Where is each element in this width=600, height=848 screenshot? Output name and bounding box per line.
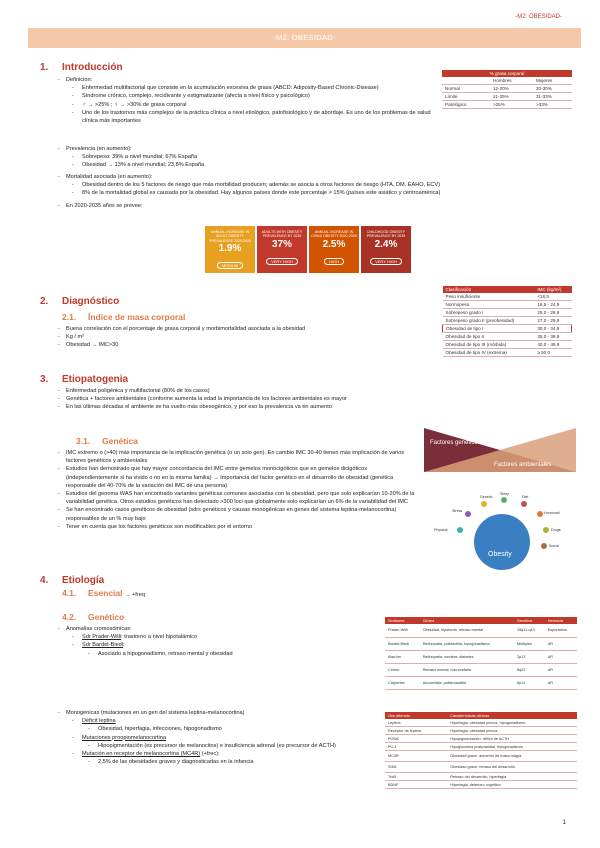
obesity-circle bbox=[474, 514, 530, 570]
header-tag: -M2: OBESIDAD- bbox=[515, 14, 562, 20]
gen-item: - Tener en cuenta que los factores genéticos son modificables por el entorno bbox=[58, 523, 420, 531]
factor-bubble bbox=[521, 501, 527, 507]
factor-label: Genetic bbox=[480, 495, 493, 499]
mono-item: - Déficit leptina bbox=[58, 717, 378, 725]
factor-label: Sleep bbox=[500, 492, 510, 496]
factor-bubble bbox=[501, 497, 507, 503]
genetic-label: Factores genéticos bbox=[430, 440, 481, 446]
genetics-content bbox=[58, 449, 420, 531]
gen-item: - Estudios han demostrado que hay mayor concordancia del IMC entre gemelos monocigóticos que en gemelos dicigóticos (independientemente si ha vivido o no en la misma familia) → Importancia del factor genético en el desarrollo de obesidad (genética responsable del 40-70% de la variación del IMC de una persona) bbox=[58, 465, 420, 490]
prev-item: - Obesidad → 13% a nivel mundial; 23,8% España bbox=[58, 161, 578, 169]
monogenic-table: Gen alterado Características clínicas Leptina Hiperfagia, obesidad precoz, hipogonadismo Receptor de leptina Hiperfagia, obesidad precoz POMC Hipopigmentación, déficit de ACTH PC-1 Hipoglucemia postprandial, hipogonadismo MC4R Obesidad grave, aumento de masa magra SIM1 Obesidad grave, retraso del desarrollo TrkB Retraso del desarrollo, hiperfagia BDNF Hiperfagia, deterioro cognitivo bbox=[385, 712, 577, 789]
factor-label: Social bbox=[549, 544, 559, 548]
prader-text: : trastorno a nivel hipotalámico bbox=[121, 634, 198, 641]
mono-item: Mutación en receptor de melanocortina (MC4R) bbox=[82, 751, 201, 758]
forecast-card: ADULTS WITH OBESITY PREVALENCE BY 2035 37% VERY HIGH bbox=[257, 226, 307, 273]
mono-label: - Monogénicas (mutaciones en un gen del sistema leptina-melanocortina) bbox=[58, 709, 378, 717]
mono-item: - Mutaciones proopiomelanocortina bbox=[58, 734, 378, 742]
mono-sub: - Obesidad, hiperfagia, infecciones, hipogonadismo bbox=[58, 725, 378, 733]
mono-sub: - 2,5% de las obesidades graves y diagnosticadas en la infancia bbox=[58, 758, 378, 766]
gen-item: - Se han encontrado casos genéticos de obesidad (sdrs genéticos y causas monogénicas en genes del sistema leptina-melanocortina) responsables de un % muy bajo bbox=[58, 506, 420, 522]
obesity-factors-diagram bbox=[432, 490, 572, 572]
subsection-title: 4.1. Esencial → +freq bbox=[62, 588, 145, 598]
page-number: 1 bbox=[562, 820, 566, 826]
subsection-imc bbox=[62, 312, 185, 322]
etio-item: - Genética + factores ambientales (conforme aumenta la edad la importancia de los factores ambientales es mayor bbox=[58, 395, 578, 403]
genetic-causes: - Anomalías cromosómicas: - Sdr Prader-Willi: trastorno a nivel hipotalámico - Sdr Bardet-Biedl: - Asociado a hipogonadismo, retraso mental y obesidad bbox=[58, 625, 378, 658]
obesity-label: Obesity bbox=[488, 551, 512, 558]
section-title: 2. Diagnóstico bbox=[40, 296, 120, 307]
monogenic-causes: - Monogénicas (mutaciones en un gen del sistema leptina-melanocortina) - Déficit leptina - Obesidad, hiperfagia, infecciones, hipogonadismo - Mutaciones proopiomelanocortina - Hipopigmentación (es precursor de melanocitos) e insuficiencia adrenal (es precursor de ACTH) - Mutación en receptor de melanocortina (MC4R) (+frec): - 2,5% de las obesidades graves y diagnosticadas en la infancia bbox=[58, 709, 378, 766]
imc-table: Clasificación IMC (kg/m²) Peso insuficiente <18,5 Normopeso 18,5 - 24,9 Sobrepeso grado I 25,0 - 26,9 Sobrepeso grado II (preobesidad) 27,0 - 29,9 Obesidad de tipo I 30,0 - 34,9 Obesidad de tipo II 35,0 - 39,9 Obesidad de tipo III (mórbida) 40,0 - 49,9 Obesidad de tipo IV (extrema) ≥ 50,0 bbox=[442, 286, 572, 357]
forecast-card: CHILDHOOD OBESITY PREVALENCE BY 2035 2.4% VERY HIGH bbox=[361, 226, 411, 273]
section-title: 1. Introducción bbox=[40, 62, 123, 73]
subsection-genetica bbox=[76, 436, 138, 446]
section-etiologia bbox=[40, 575, 104, 586]
etio-item: - Enfermedad poligénica y multifactorial (80% de los casos) bbox=[58, 387, 578, 395]
forecast-card: ANNUAL INCREASE IN CHILD OBESITY 2020-2035 2.5% HIGH bbox=[309, 226, 359, 273]
factor-bubble bbox=[457, 527, 463, 533]
morb-item: - 8% de la mortalidad global es causada por la obesidad. Hay algunos países donde este porcentaje > 15% (países este asiático y centroamérica) bbox=[58, 189, 578, 197]
syndrome-table: Síndrome Clínica Genética Herencia Prader-Willi Obesidad, hipotonía, retraso mental 15q11-q13 Esporádica Bardet-Biedl Retinopatía, polidactilia, hipogonadismo Múltiples AR Alström Retinopatía, sordera, diabetes 2p13 AR Cohen Retraso mental, microcefalia 8q22 AR Carpenter Acrocefalia, polisindactilia 6p11 AR bbox=[385, 617, 577, 690]
genetics-environment-diagram bbox=[424, 422, 576, 478]
factor-bubble bbox=[543, 527, 549, 533]
environment-label: Factores ambientales bbox=[494, 462, 552, 468]
factor-bubble bbox=[465, 511, 471, 517]
morb-label: - Mortalidad asociada (en aumento): bbox=[58, 173, 578, 181]
forecast-card: ANNUAL INCREASE IN ADULT OBESITY PREVALENCE 2020-2035 1.9% MEDIUM bbox=[205, 226, 255, 273]
subsection-genetico bbox=[62, 612, 124, 622]
bardet-label: Sdr Bardet-Biedl bbox=[82, 642, 124, 649]
subsection-esencial bbox=[62, 588, 145, 598]
diag-content bbox=[58, 325, 438, 350]
gen-item: - Estudios del genoma WAS han encontrado variantes genéticas comunes asociadas con la obesidad, pero que solo explicarían 10-20% de la variabilidad genética. Otros estudios genéticos han detectado >300 loci que globalmente solo explicarían un 6% de la variabilidad del IMC bbox=[58, 490, 420, 506]
diag-item: - Obesidad → IMC>30 bbox=[58, 341, 438, 349]
etio-item: - En las últimas décadas el ambiente se ha vuelto más obesogénico, y por eso la prevalencia va en aumento bbox=[58, 403, 578, 411]
section-title: 3. Etiopatogenia bbox=[40, 374, 129, 385]
factor-label: Hormonal bbox=[544, 511, 560, 515]
diag-item: - Buena correlación con el porcentaje de grasa corporal y morbimortalidad asociada a la obesidad bbox=[58, 325, 438, 333]
def-item: - Síndrome crónico, complejo, recidivante y estigmatizante (afecta a nivel físico y psicológico) bbox=[58, 92, 436, 100]
forecast-label: - En 2020-2035 años se prevee: bbox=[58, 202, 578, 210]
factor-bubble bbox=[481, 501, 487, 507]
factor-label: Stress bbox=[452, 509, 463, 513]
section-etiopatogenia bbox=[40, 374, 128, 385]
intro-content bbox=[58, 76, 436, 125]
factor-label: Physical bbox=[434, 528, 448, 532]
def-item: - Enfermedad multifactorial que consiste en la acumulación excesiva de grasa (ABCD: Adiposity-Based Chronic-Disease) bbox=[58, 84, 436, 92]
prader-label: Sdr Prader-Willi bbox=[82, 634, 122, 641]
factor-label: Drugs bbox=[551, 528, 561, 532]
section-title: 4. Etiología bbox=[40, 575, 105, 586]
subsection-title: 2.1. Índice de masa corporal bbox=[62, 312, 186, 322]
bardet-text: - Asociado a hipogonadismo, retraso mental y obesidad bbox=[58, 650, 378, 658]
section-introduccion bbox=[40, 62, 123, 73]
subsection-title: 3.1. Genética bbox=[76, 436, 138, 446]
page-banner: -M2: OBESIDAD- bbox=[28, 28, 581, 48]
section-diagnostico bbox=[40, 296, 119, 307]
def-item: - Uno de los trastornos más complejos de la práctica clínica a nivel etiológico, patofisiológico y de abordaje. Es uno de los problemas de salud clínica más importantes bbox=[58, 109, 436, 125]
mono-sub: - Hipopigmentación (es precursor de melanocitos) e insuficiencia adrenal (es precursor de ACTH) bbox=[58, 742, 378, 750]
diag-item: - Kg / m² bbox=[58, 333, 438, 341]
def-item: - ♂ → >25% ; ♀ → >30% de grasa corporal bbox=[58, 101, 436, 109]
morb-item: - Obesidad dentro de los 5 factores de riesgo que más morbilidad producen; además se asocia a otros factores de riesgo (HTA, DM, EAHO, ECV) bbox=[58, 181, 578, 189]
factor-bubble bbox=[541, 543, 547, 549]
subsection-title: 4.2. Genético bbox=[62, 612, 125, 622]
prev-label: - Prevalencia (en aumento): bbox=[58, 145, 578, 153]
fat-table: % grasa corporal Hombres Mujeres Normal 12-20% 20-30% Límite 21-25% 31-33% Patológico >25% >33% bbox=[442, 70, 572, 109]
gen-item: - IMC extremo o (>40) más importancia de la implicación genética (o un solo gen). En cambio IMC 30-40 tienen más implicación de varios factores genéticos y ambientales bbox=[58, 449, 420, 465]
def-label: - Definición: bbox=[58, 76, 436, 84]
factor-label: Diet bbox=[522, 495, 529, 499]
chrom-label: - Anomalías cromosómicas: bbox=[58, 625, 378, 633]
prev-item: - Sobrepeso: 39% a nivel mundial; 67% España bbox=[58, 153, 578, 161]
etio-content bbox=[58, 387, 578, 412]
factor-bubble bbox=[537, 511, 543, 517]
intro-content-2 bbox=[58, 145, 578, 210]
